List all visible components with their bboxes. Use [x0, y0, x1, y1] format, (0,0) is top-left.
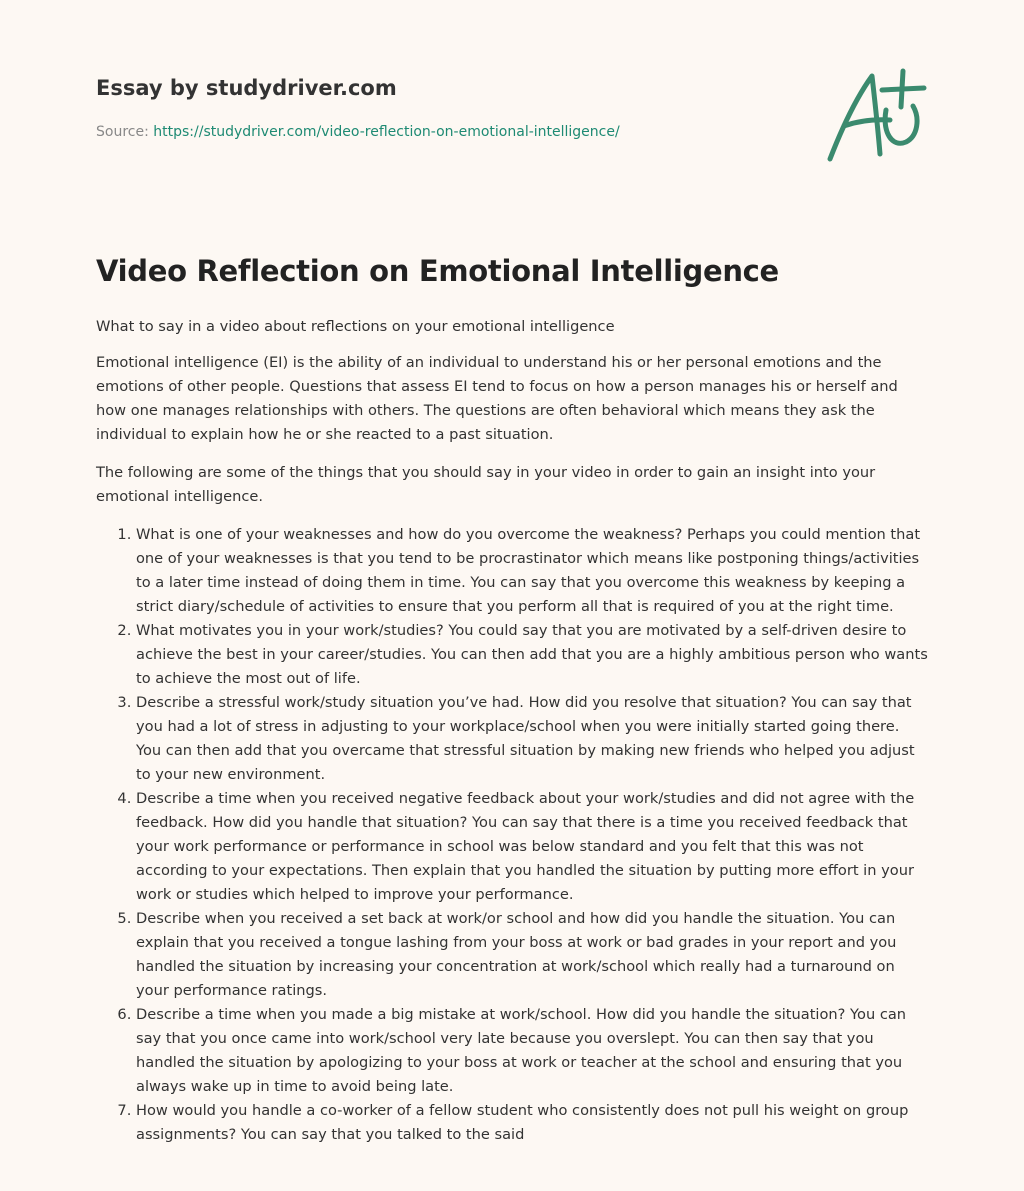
a-plus-logo-icon	[820, 66, 930, 166]
list-item: 2. What motivates you in your work/studies? You could say that you are motivated by a self-driven desire to achieve the best in your career/studies. You can then add that you are a highly ambitious person who wants to achieve the most out of life.	[136, 619, 928, 691]
list-item: 1. What is one of your weaknesses and how do you overcome the weakness? Perhaps you could mention that one of your weaknesses is that you tend to be procrastinator which means like postponing things/activities to a later time instead of doing them in time. You can say that you overcome this weakness by keeping a strict diary/schedule of activities to ensure that you perform all that is required of you at the right time.	[136, 523, 928, 619]
page-title: Video Reflection on Emotional Intelligence	[96, 254, 779, 288]
source-line	[96, 124, 620, 140]
source-label: Source:	[96, 124, 149, 140]
list-item: 7. How would you handle a co-worker of a fellow student who consistently does not pull his weight on group assignments? You can say that you talked to the said	[136, 1099, 928, 1147]
list-item: 3. Describe a stressful work/study situation you’ve had. How did you resolve that situation? You can say that you had a lot of stress in adjusting to your workplace/school when you were initially started going there. You can then add that you overcame that stressful situation by making new friends who helped you adjust to your new environment.	[136, 691, 928, 787]
paragraph: Emotional intelligence (EI) is the ability of an individual to understand his or her personal emotions and the emotions of other people. Questions that assess EI tend to focus on how a person manages his or herself and how one manages relationships with others. The questions are often behavioral which means they ask the individual to explain how he or she reacted to a past situation.	[96, 354, 898, 443]
source-link[interactable]: https://studydriver.com/video-reflection-on-emotional-intelligence/	[153, 124, 620, 140]
list-item: 5. Describe when you received a set back at work/or school and how did you handle the situation. You can explain that you received a tongue lashing from your boss at work or bad grades in your report and you handled the situation by increasing your concentration at work/school which really had a turnaround on your performance ratings.	[136, 907, 928, 1003]
list-item: 4. Describe a time when you received negative feedback about your work/studies and did not agree with the feedback. How did you handle that situation? You can say that there is a time you received feedback that your work performance or performance in school was below standard and you felt that this was not according to your expectations. Then explain that you handled the situation by putting more effort in your work or studies which helped to improve your performance.	[136, 787, 928, 907]
question-list	[96, 523, 928, 1147]
paragraph: The following are some of the things that you should say in your video in order to gain an insight into your emotional intelligence.	[96, 464, 876, 505]
article-body	[96, 315, 928, 1147]
list-item: 6. Describe a time when you made a big mistake at work/school. How did you handle the situation? You can say that you once came into work/school very late because you overslept. You can then say that you handled the situation by apologizing to your boss at work or teacher at the school and ensuring that you always wake up in time to avoid being late.	[136, 1003, 928, 1099]
site-brand: Essay by studydriver.com	[96, 76, 397, 100]
article-subtitle: What to say in a video about reflections on your emotional intelligence	[96, 318, 615, 335]
